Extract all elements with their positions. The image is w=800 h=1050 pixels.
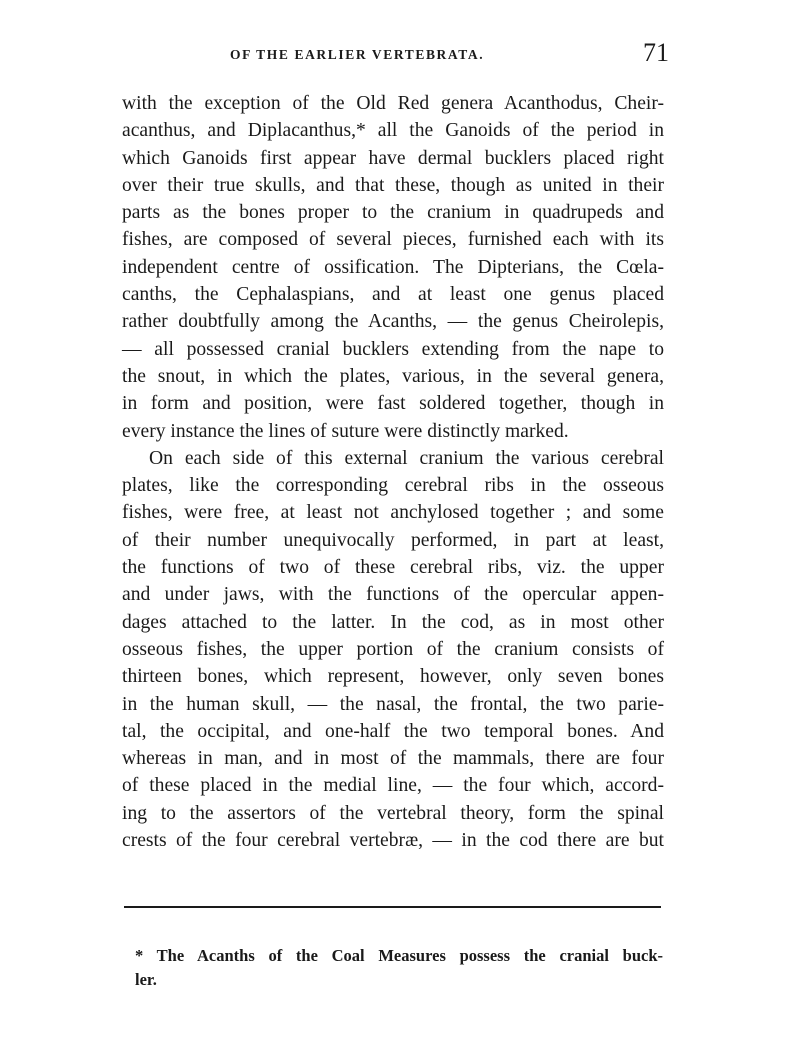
text-line: tal, the occipital, and one-half the two temporal bones. And — [122, 720, 664, 742]
paragraph-2 — [122, 445, 664, 854]
footnote-line: ler. — [135, 970, 157, 989]
footnote — [135, 944, 663, 992]
text-line: and under jaws, with the functions of the opercular appen- — [122, 584, 664, 606]
text-line: thirteen bones, which represent, however, only seven bones — [122, 666, 664, 688]
text-line: of these placed in the medial line, — the four which, accord- — [122, 775, 664, 797]
text-line: over their true skulls, and that these, though as united in their — [122, 174, 664, 196]
text-line: in the human skull, — the nasal, the frontal, the two parie- — [122, 693, 664, 715]
text-line: with the exception of the Old Red genera Acanthodus, Cheir- — [122, 93, 664, 114]
text-line: acanthus, and Diplacanthus,* all the Ganoids of the period in — [122, 120, 664, 142]
footnote-rule — [124, 906, 661, 908]
running-head: OF THE EARLIER VERTEBRATA. — [230, 47, 485, 62]
text-line: crests of the four cerebral vertebræ, — in the cod there are but — [122, 830, 664, 852]
text-line: of their number unequivocally performed, in part at least, — [122, 529, 664, 551]
text-line: fishes, were free, at least not anchylosed together ; and some — [122, 502, 664, 524]
text-line: osseous fishes, the upper portion of the cranium consists of — [122, 638, 664, 660]
page-number: 71 — [643, 38, 669, 67]
text-line: in form and position, were fast soldered together, though in — [122, 393, 664, 415]
text-line: independent centre of ossification. The Dipterians, the Cœla- — [122, 256, 664, 278]
text-line: parts as the bones proper to the cranium in quadrupeds and — [122, 202, 664, 224]
text-line: the functions of two of these cerebral ribs, viz. the upper — [122, 557, 664, 579]
text-line: which Ganoids first appear have dermal bucklers placed right — [122, 147, 664, 169]
text-line: rather doubtfully among the Acanths, — the genus Cheirolepis, — [122, 311, 664, 333]
text-line: the snout, in which the plates, various, in the several genera, — [122, 365, 664, 387]
text-line: whereas in man, and in most of the mammals, there are four — [122, 748, 664, 770]
text-line: canths, the Cephalaspians, and at least one genus placed — [122, 284, 664, 306]
text-line: On each side of this external cranium the various cerebral — [149, 447, 664, 469]
text-line: fishes, are composed of several pieces, furnished each with its — [122, 229, 664, 251]
text-line: dages attached to the latter. In the cod, as in most other — [122, 611, 664, 633]
text-line: — all possessed cranial bucklers extending from the nape to — [122, 338, 664, 360]
body-text — [122, 90, 664, 854]
footnote-line: * The Acanths of the Coal Measures possess the cranial buck- — [135, 946, 663, 965]
text-line: plates, like the corresponding cerebral ribs in the osseous — [122, 475, 664, 497]
text-line: every instance the lines of suture were distinctly marked. — [122, 420, 569, 442]
paragraph-1 — [122, 90, 664, 445]
text-line: ing to the assertors of the vertebral theory, form the spinal — [122, 802, 664, 824]
